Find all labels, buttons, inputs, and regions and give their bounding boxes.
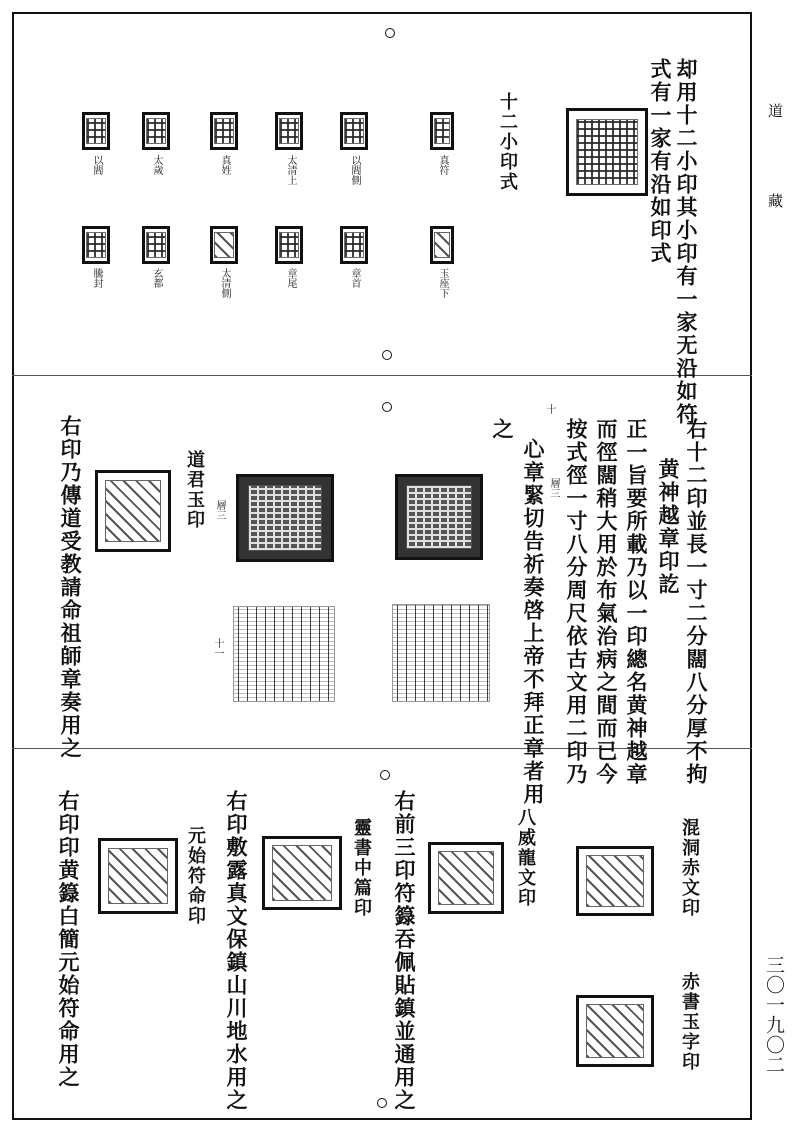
small-seal-image	[142, 226, 170, 264]
seal-title-daojun: 道君玉印	[184, 450, 205, 530]
panel2-text-col-5: 按式徑一寸八分周尺依古文用二印乃	[564, 418, 589, 786]
subtitle-twelve-small-seals: 十二小印式	[497, 92, 518, 192]
seal-label-bawei: 八威龍文印	[515, 808, 536, 908]
seal-text-block-image	[392, 604, 490, 702]
binding-hole-icon	[377, 1098, 387, 1108]
panel2-text-col-1: 右十二印並長一寸二分闊八分厚不拘	[684, 418, 709, 786]
annotation-mark: 層三	[214, 500, 225, 520]
annotation-mark: 十	[544, 404, 555, 414]
seal-text-block-image	[233, 606, 335, 702]
panel3-text-c: 右印印黄籙白簡元始符命用之	[56, 790, 81, 1089]
main-text-col-1: 却用十二小印其小印有一家无沿如符	[674, 58, 699, 426]
seal-label: 真符	[437, 155, 448, 175]
page-number: 三〇一九〇二	[763, 955, 785, 1075]
small-seal-image	[210, 226, 238, 264]
seal-label: 章首	[349, 268, 360, 288]
seal-label: 玄都	[151, 268, 162, 288]
margin-bottom-char: 藏	[768, 192, 784, 210]
annotation-mark: 層三	[548, 478, 559, 498]
seal-label-hundong: 混洞赤文印	[679, 818, 700, 918]
small-seal-image	[430, 112, 454, 150]
seal-label: 真姓	[219, 155, 230, 175]
bawei-seal-image	[428, 842, 504, 914]
panel3-text-b: 右印敷露真文保鎮山川地水用之	[224, 790, 249, 1112]
yellow-god-seal-image	[395, 474, 483, 560]
seal-label: 騰封	[91, 268, 102, 288]
small-seal-image	[275, 226, 303, 264]
seal-label: 太清側	[219, 268, 230, 298]
seal-label: 以閻側	[349, 155, 360, 185]
seal-label: 以閻	[91, 155, 102, 175]
seal-label: 太歲	[151, 155, 162, 175]
binding-hole-icon	[382, 402, 392, 412]
hundong-seal-image	[576, 846, 654, 916]
large-seal-image	[566, 108, 648, 196]
seal-label: 章尾	[285, 268, 296, 288]
panel2-text-col-4: 而徑闊稍大用於布氣治病之間而已今	[594, 418, 619, 786]
panel2-left-text: 右印乃傳道受教請命祖師章奏用之	[58, 415, 83, 760]
seal-label-chishu: 赤書玉字印	[679, 972, 700, 1072]
panel2-text-col-6: 心章緊切告祈奏啓上帝不拜正章者用	[521, 438, 546, 806]
seal-label: 玉座下	[437, 268, 448, 298]
seal-label: 太清上	[285, 155, 296, 185]
daojun-seal-image	[95, 470, 171, 552]
binding-hole-icon	[385, 28, 395, 38]
lingshu-seal-image	[262, 836, 342, 910]
margin-top-char: 道	[768, 102, 784, 120]
panel2-text-col-2: 黄神越章印訖	[656, 458, 681, 596]
panel3-text-a: 右前三印符籙吞佩貼鎮並通用之	[392, 790, 417, 1112]
seal-label-lingshu: 靈書中篇印	[351, 818, 372, 918]
binding-hole-icon	[382, 350, 392, 360]
panel2-text-col-3: 正一旨要所載乃以一印總名黄神越章	[624, 418, 649, 786]
annotation-mark: 十一	[212, 638, 223, 658]
small-seal-image	[82, 226, 110, 264]
main-text-col-2: 式有一家有沿如印式	[648, 58, 673, 265]
chishu-seal-image	[576, 995, 654, 1067]
panel2-text-col-7: 之	[490, 418, 515, 441]
seal-label-yuanshi: 元始符命印	[185, 826, 206, 926]
small-seal-image	[210, 112, 238, 150]
small-seal-image	[340, 226, 368, 264]
small-seal-image	[142, 112, 170, 150]
binding-hole-icon	[380, 770, 390, 780]
small-seal-image	[430, 226, 454, 264]
panel-divider-1	[12, 375, 752, 376]
small-seal-image	[275, 112, 303, 150]
yuanshi-seal-image	[98, 838, 178, 914]
small-seal-image	[82, 112, 110, 150]
large-square-seal-image	[236, 474, 334, 562]
small-seal-image	[340, 112, 368, 150]
